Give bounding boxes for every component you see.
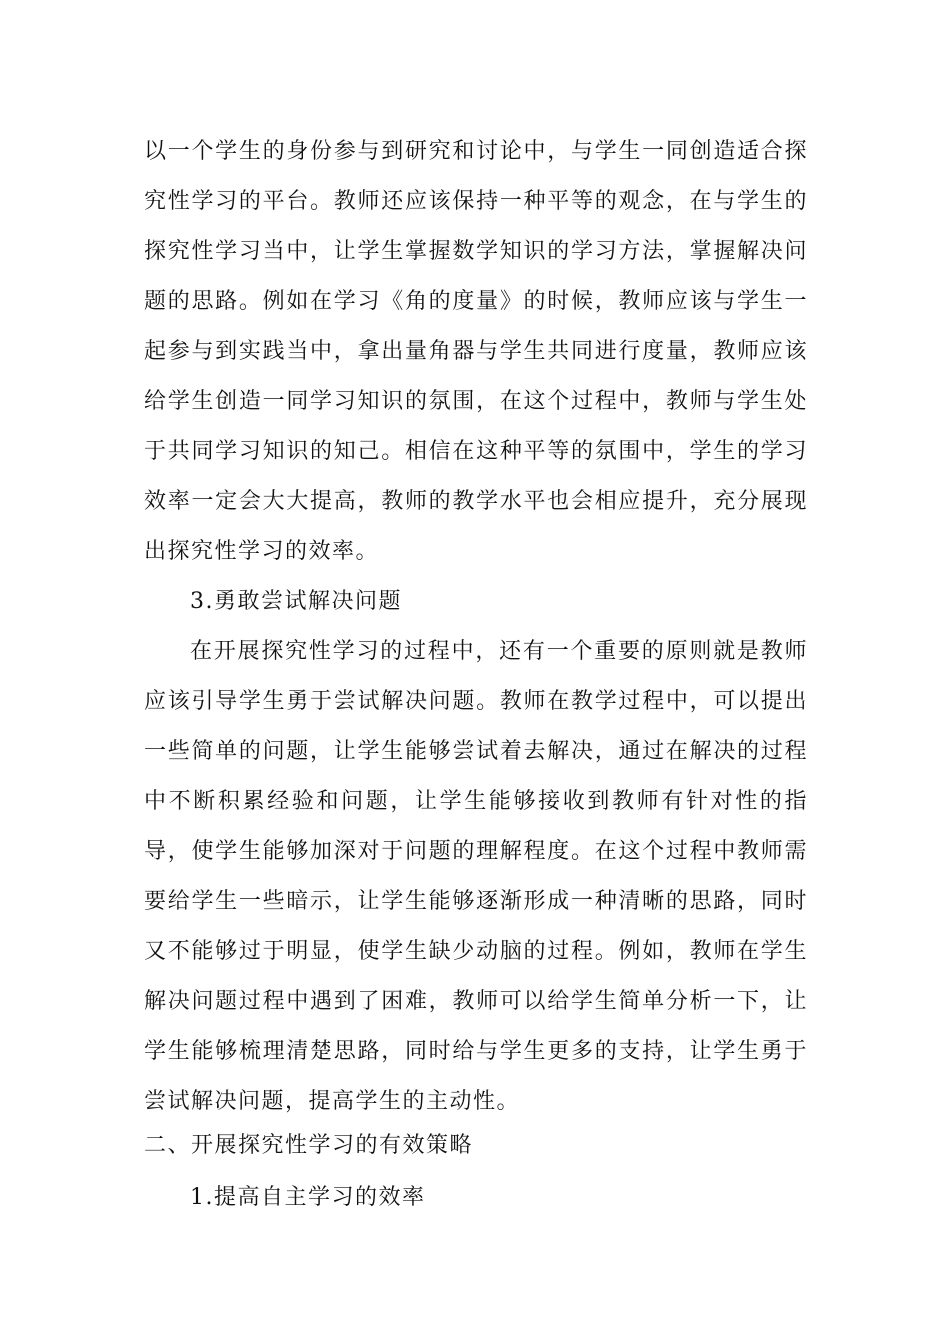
subheading: 3.勇敢尝试解决问题	[190, 589, 402, 614]
body-paragraph: 以一个学生的身份参与到研究和讨论中，与学生一同创造适合探究性学习的平台。教师还应该保持一种平等的观念，在与学生的探究性学习当中，让学生掌握数学知识的学习方法，掌握解决问题的思路。例如在学习《角的度量》的时候，教师应该与学生一起参与到实践当中，拿出量角器与学生共同进行度量，教师应该给学生创造一同学习知识的氛围，在这个过程中，教师与学生处于共同学习知识的知己。相信在这种平等的氛围中，学生的学习效率一定会大大提高，教师的教学水平也会相应提升，充分展现出探究性学习的效率。	[144, 139, 808, 564]
body-paragraph: 在开展探究性学习的过程中，还有一个重要的原则就是教师应该引导学生勇于尝试解决问题。教师在教学过程中，可以提出一些简单的问题，让学生能够尝试着去解决，通过在解决的过程中不断积累经验和问题，让学生能够接收到教师有针对性的指导，使学生能够加深对于问题的理解程度。在这个过程中教师需要给学生一些暗示，让学生能够逐渐形成一种清晰的思路，同时又不能够过于明显，使学生缺少动脑的过程。例如，教师在学生解决问题过程中遇到了困难，教师可以给学生简单分析一下，让学生能够梳理清楚思路，同时给与学生更多的支持，让学生勇于尝试解决问题，提高学生的主动性。	[144, 639, 808, 1114]
section-heading: 二、开展探究性学习的有效策略	[144, 1133, 474, 1158]
subheading: 1.提高自主学习的效率	[190, 1185, 426, 1210]
